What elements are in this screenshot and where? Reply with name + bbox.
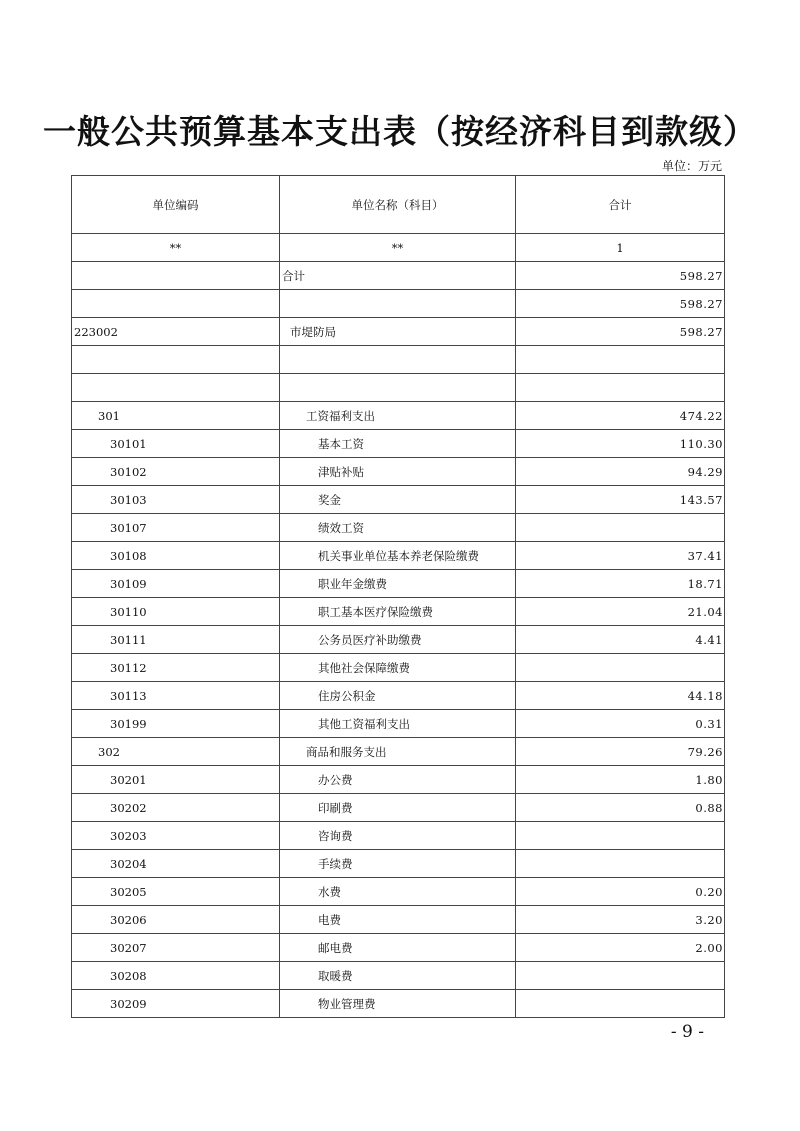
row-code: 30208 — [72, 962, 280, 990]
summary-amount: 598.27 — [516, 290, 725, 318]
row-code: 30199 — [72, 710, 280, 738]
budget-table — [71, 175, 725, 1018]
row-name: 基本工资 — [280, 430, 516, 458]
summary-code — [72, 262, 280, 290]
summary-row — [72, 318, 725, 346]
row-amount: 0.20 — [516, 878, 725, 906]
row-code: 30113 — [72, 682, 280, 710]
table-row — [72, 934, 725, 962]
row-amount: 21.04 — [516, 598, 725, 626]
table-row — [72, 486, 725, 514]
row-amount: 1.80 — [516, 766, 725, 794]
subheader-row — [72, 234, 725, 262]
row-name: 取暖费 — [280, 962, 516, 990]
row-amount: 18.71 — [516, 570, 725, 598]
summary-row — [72, 262, 725, 290]
row-code: 30101 — [72, 430, 280, 458]
header-name: 单位名称（科目） — [280, 176, 516, 234]
row-name: 商品和服务支出 — [280, 738, 516, 766]
summary-amount — [516, 374, 725, 402]
row-amount — [516, 654, 725, 682]
table-row — [72, 654, 725, 682]
unit-label: 单位：万元 — [661, 159, 722, 173]
page-number: - 9 - — [670, 1022, 704, 1042]
table-row — [72, 458, 725, 486]
summary-name — [280, 374, 516, 402]
row-name: 住房公积金 — [280, 682, 516, 710]
table-row — [72, 878, 725, 906]
row-code: 30209 — [72, 990, 280, 1018]
row-name: 绩效工资 — [280, 514, 516, 542]
row-amount: 110.30 — [516, 430, 725, 458]
row-name: 印刷费 — [280, 794, 516, 822]
summary-row — [72, 346, 725, 374]
summary-row — [72, 374, 725, 402]
row-name: 职工基本医疗保险缴费 — [280, 598, 516, 626]
summary-code: 223002 — [72, 318, 280, 346]
row-amount: 474.22 — [516, 402, 725, 430]
subheader-name: ** — [280, 234, 516, 262]
row-code: 30205 — [72, 878, 280, 906]
row-code: 30107 — [72, 514, 280, 542]
row-name: 公务员医疗补助缴费 — [280, 626, 516, 654]
summary-code — [72, 374, 280, 402]
table-row — [72, 850, 725, 878]
row-amount — [516, 850, 725, 878]
row-name: 奖金 — [280, 486, 516, 514]
summary-name: 合计 — [280, 262, 516, 290]
header-total: 合计 — [516, 176, 725, 234]
row-code: 30207 — [72, 934, 280, 962]
summary-amount: 598.27 — [516, 262, 725, 290]
row-name: 其他社会保障缴费 — [280, 654, 516, 682]
row-amount — [516, 990, 725, 1018]
table-row — [72, 430, 725, 458]
row-amount: 94.29 — [516, 458, 725, 486]
row-name: 其他工资福利支出 — [280, 710, 516, 738]
table-row — [72, 682, 725, 710]
table-row — [72, 794, 725, 822]
row-code: 30108 — [72, 542, 280, 570]
row-name: 手续费 — [280, 850, 516, 878]
subheader-code: ** — [72, 234, 280, 262]
row-code: 30109 — [72, 570, 280, 598]
row-amount: 37.41 — [516, 542, 725, 570]
header-row — [72, 176, 725, 234]
summary-name: 市堤防局 — [280, 318, 516, 346]
row-name: 电费 — [280, 906, 516, 934]
table-row — [72, 542, 725, 570]
row-code: 301 — [72, 402, 280, 430]
summary-code — [72, 346, 280, 374]
row-amount: 2.00 — [516, 934, 725, 962]
summary-row — [72, 290, 725, 318]
summary-name — [280, 290, 516, 318]
row-amount: 143.57 — [516, 486, 725, 514]
row-name: 津贴补贴 — [280, 458, 516, 486]
table-row — [72, 514, 725, 542]
row-amount: 4.41 — [516, 626, 725, 654]
row-name: 机关事业单位基本养老保险缴费 — [280, 542, 516, 570]
row-code: 30103 — [72, 486, 280, 514]
table-row — [72, 626, 725, 654]
row-code: 30202 — [72, 794, 280, 822]
row-code: 30110 — [72, 598, 280, 626]
row-name: 办公费 — [280, 766, 516, 794]
subheader-total: 1 — [516, 234, 725, 262]
row-name: 邮电费 — [280, 934, 516, 962]
row-name: 水费 — [280, 878, 516, 906]
row-code: 30206 — [72, 906, 280, 934]
row-amount: 0.88 — [516, 794, 725, 822]
row-code: 30102 — [72, 458, 280, 486]
table-row — [72, 822, 725, 850]
row-name: 职业年金缴费 — [280, 570, 516, 598]
table-row — [72, 710, 725, 738]
table-row — [72, 570, 725, 598]
row-code: 30111 — [72, 626, 280, 654]
row-amount: 44.18 — [516, 682, 725, 710]
budget-table-body — [72, 176, 725, 1018]
page-title: 一般公共预算基本支出表（按经济科目到款级） — [43, 112, 757, 151]
summary-amount — [516, 346, 725, 374]
row-code: 30204 — [72, 850, 280, 878]
row-amount: 0.31 — [516, 710, 725, 738]
summary-amount: 598.27 — [516, 318, 725, 346]
table-row — [72, 402, 725, 430]
row-name: 工资福利支出 — [280, 402, 516, 430]
row-name: 物业管理费 — [280, 990, 516, 1018]
row-code: 302 — [72, 738, 280, 766]
row-name: 咨询费 — [280, 822, 516, 850]
row-amount — [516, 822, 725, 850]
header-code: 单位编码 — [72, 176, 280, 234]
table-row — [72, 906, 725, 934]
table-row — [72, 962, 725, 990]
table-row — [72, 738, 725, 766]
row-code: 30203 — [72, 822, 280, 850]
summary-name — [280, 346, 516, 374]
table-row — [72, 598, 725, 626]
table-row — [72, 766, 725, 794]
row-amount: 79.26 — [516, 738, 725, 766]
row-amount — [516, 514, 725, 542]
row-amount — [516, 962, 725, 990]
row-code: 30201 — [72, 766, 280, 794]
row-amount: 3.20 — [516, 906, 725, 934]
summary-code — [72, 290, 280, 318]
table-row — [72, 990, 725, 1018]
row-code: 30112 — [72, 654, 280, 682]
